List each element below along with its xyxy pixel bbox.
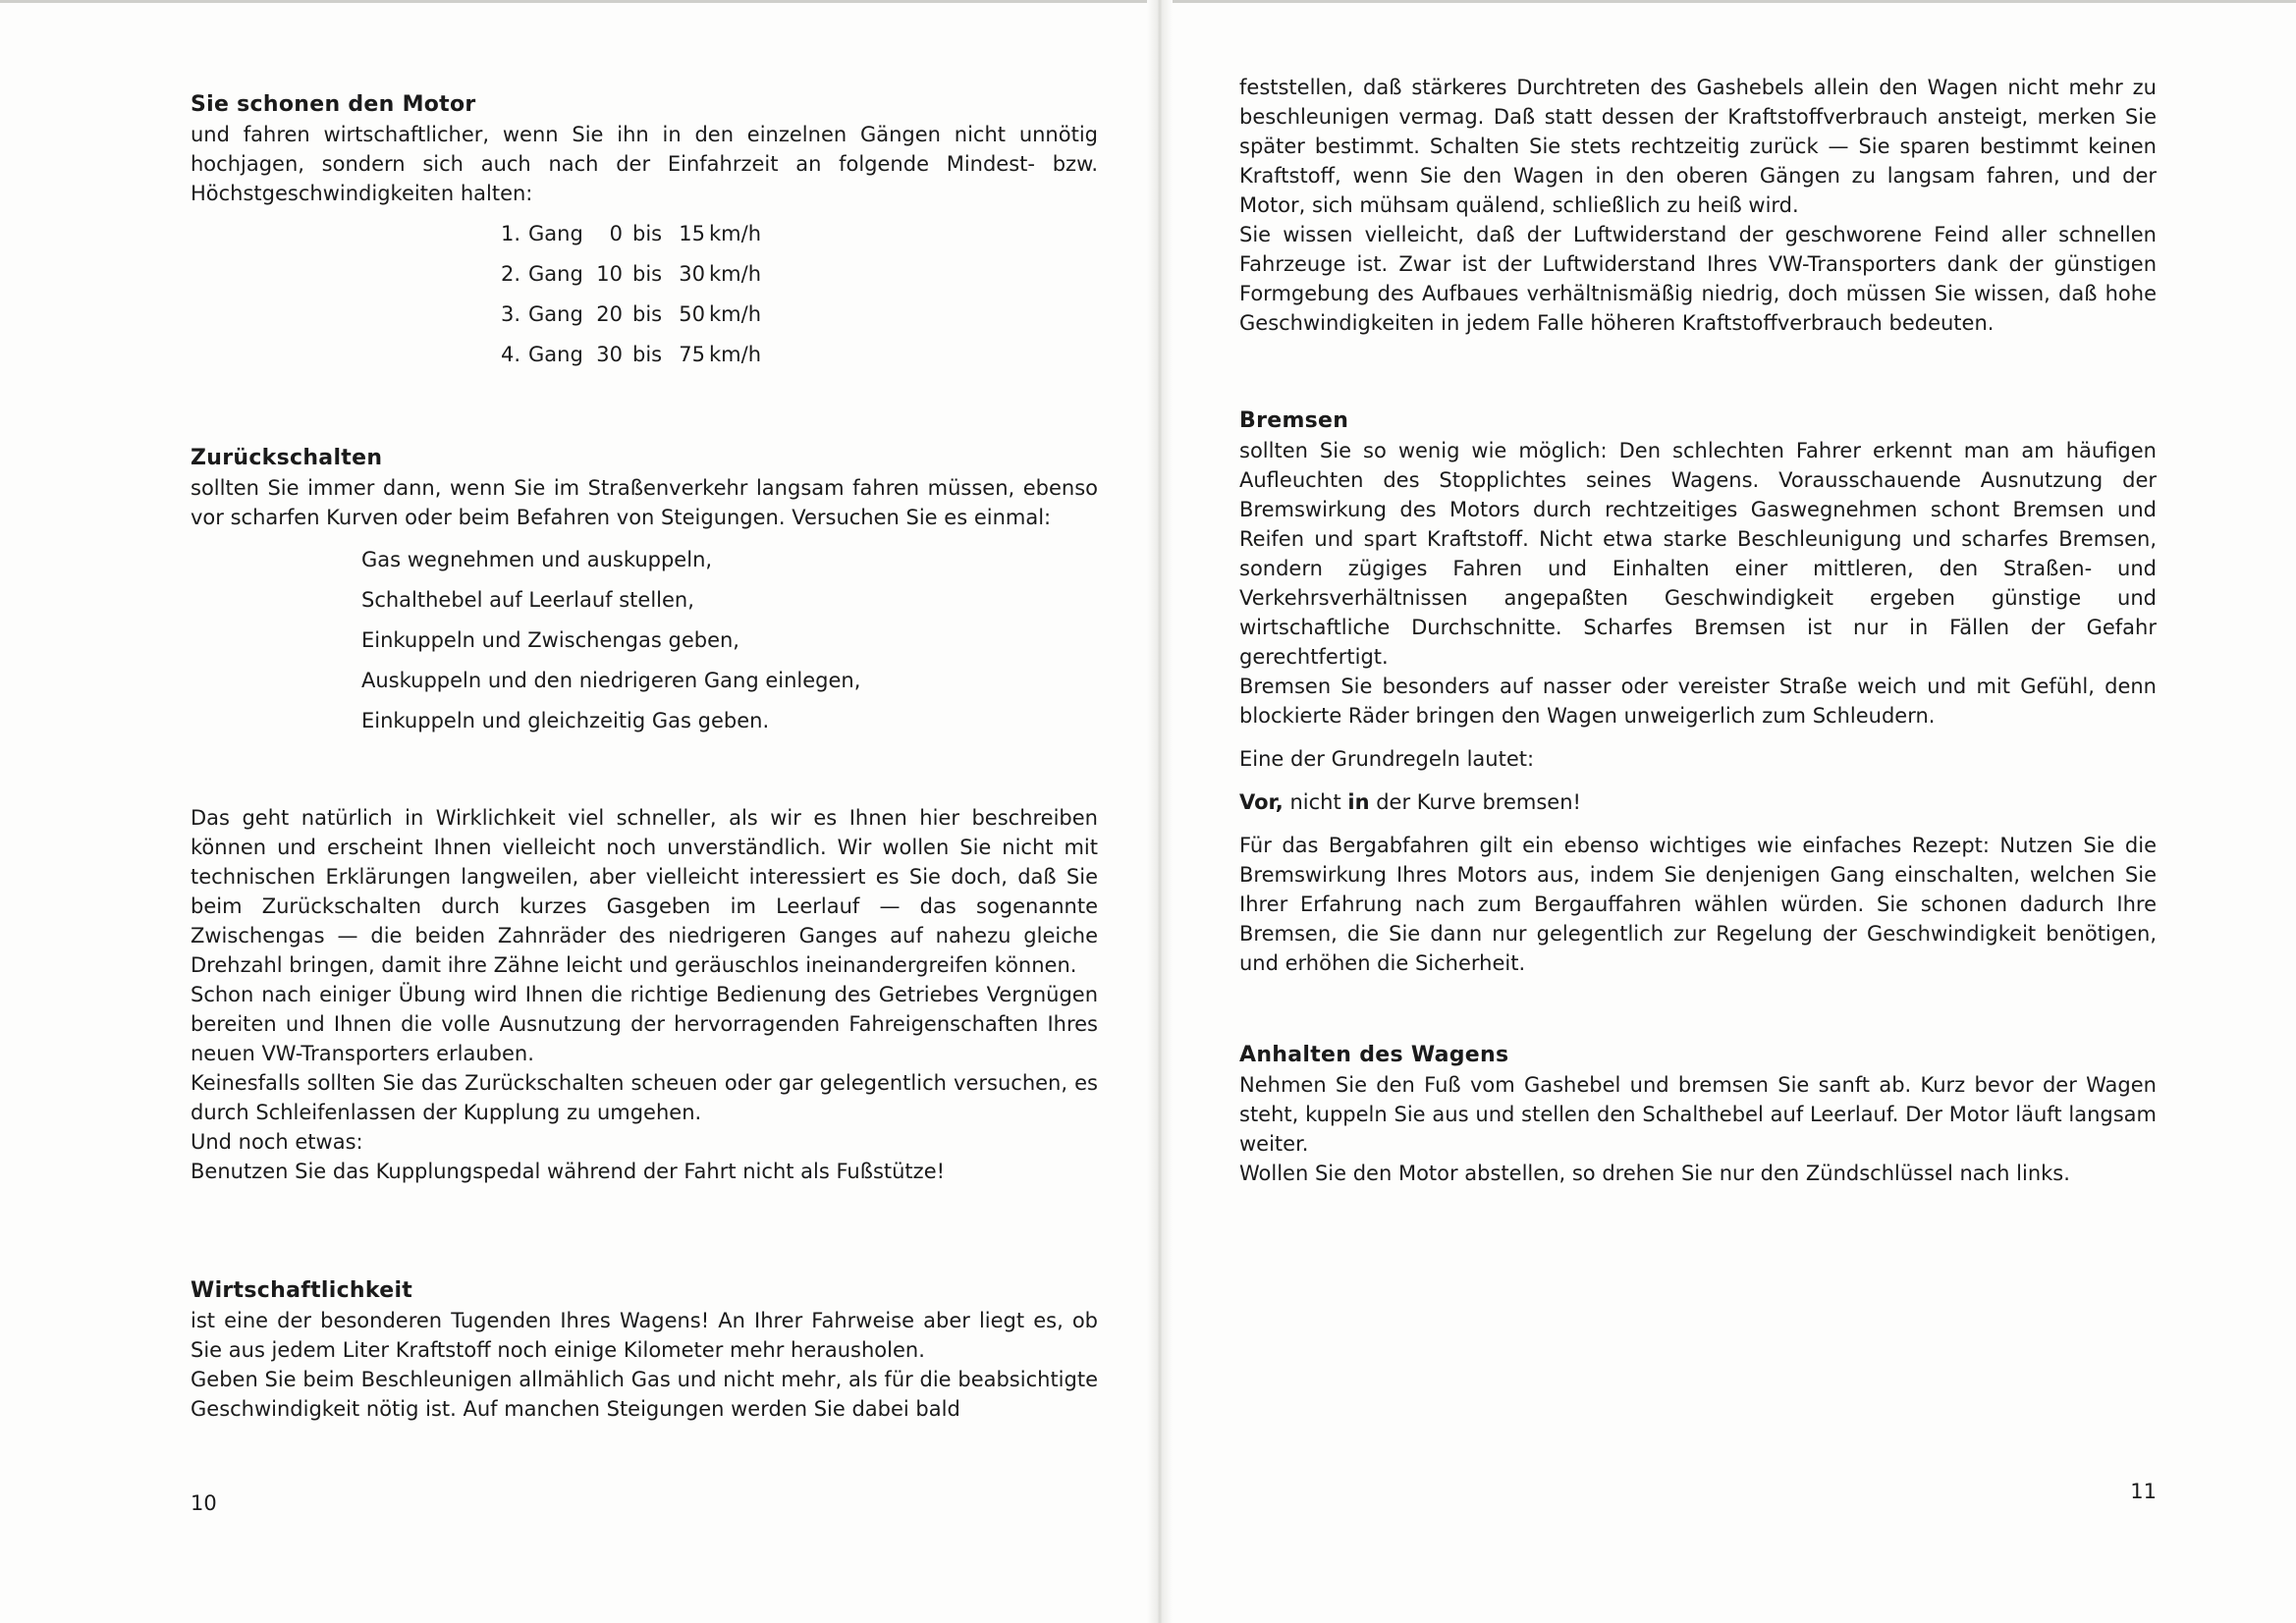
gear-row: 2. Gang 10 bis 30 km/h <box>501 262 762 286</box>
section-continued <box>1239 73 2157 338</box>
gear-speed-table <box>501 214 1098 375</box>
shift-step: Auskuppeln und den niedrigeren Gang einlegen, <box>361 669 861 692</box>
shift-step: Einkuppeln und Zwischengas geben, <box>361 628 739 652</box>
heading-motor: Sie schonen den Motor <box>191 92 476 117</box>
bremsen-paragraph: Für das Bergabfahren gilt ein ebenso wichtiges wie einfaches Rezept: Nutzen Sie die Bremswirkung Ihres Motors aus, indem Sie denjenigen Gang einschalten, welchen Sie Ihrer Erfahrung nach zum Bergauffahren wählen würden. Sie schonen dadurch Ihre Bremsen, die Sie dann nur gelegentlich zur Regelung der Geschwindigkeit benötigen, und erhöhen die Sicherheit. <box>1239 834 2157 975</box>
zurueck-paragraph: Schon nach einiger Übung wird Ihnen die richtige Bedienung des Getriebes Vergnügen bereiten und Ihnen die volle Ausnutzung der hervorragenden Fahreigenschaften Ihres neuen VW-Transporters erlauben. <box>191 983 1098 1065</box>
heading-zurueckschalten: Zurückschalten <box>191 446 383 470</box>
rule-vor: Vor, <box>1239 790 1284 814</box>
anhalten-paragraph: Nehmen Sie den Fuß vom Gashebel und bremsen Sie sanft ab. Kurz bevor der Wagen steht, kuppeln Sie aus und stellen den Schalthebel auf Leerlauf. Der Motor läuft langsam weiter. <box>1239 1073 2157 1156</box>
bremsen-paragraph: Bremsen Sie besonders auf nasser oder vereister Straße weich und mit Gefühl, denn blockierte Räder bringen den Wagen unweigerlich zum Schleudern. <box>1239 675 2157 728</box>
rule-nicht: nicht <box>1283 790 1348 814</box>
section-anhalten <box>1239 1041 2157 1188</box>
zurueck-paragraph: Keinesfalls sollten Sie das Zurückschalten scheuen oder gar gelegentlich versuchen, es durch Schleifenlassen der Kupplung zu umgehen. <box>191 1071 1098 1124</box>
gear-row: 3. Gang 20 bis 50 km/h <box>501 302 762 326</box>
shift-step: Schalthebel auf Leerlauf stellen, <box>361 588 694 612</box>
shift-step: Gas wegnehmen und auskuppeln, <box>361 548 713 571</box>
gear-row: 1. Gang 0 bis 15 km/h <box>501 222 762 245</box>
shift-steps <box>361 540 1098 741</box>
heading-wirtschaftlichkeit: Wirtschaftlichkeit <box>191 1278 413 1303</box>
section-motor <box>191 90 1098 375</box>
heading-bremsen: Bremsen <box>1239 408 1349 433</box>
heading-anhalten: Anhalten des Wagens <box>1239 1043 1509 1067</box>
page-number: 11 <box>2130 1480 2157 1503</box>
zurueck-paragraph: Das geht natürlich in Wirklichkeit viel schneller, als wir es Ihnen hier beschreiben können und erscheint Ihnen vielleicht noch unverständlich. Wir wollen Sie nicht mit technischen Erklärungen langweilen, aber vielleicht interessiert es Sie doch, daß Sie beim Zurückschalten durch kurzes Gasgeben im Leerlauf — das sogenannte Zwischengas — die beiden Zahnräder des niedrigeren Ganges auf nahezu gleiche Drehzahl bringen, damit ihre Zähne leicht und geräuschlos ineinandergreifen können. <box>191 806 1098 977</box>
section-wirtschaftlichkeit <box>191 1276 1098 1424</box>
zurueck-paragraph: Und noch etwas: <box>191 1130 363 1154</box>
cont-paragraph: Sie wissen vielleicht, daß der Luftwiderstand der geschworene Feind aller schnellen Fahrzeuge ist. Zwar ist der Luftwiderstand Ihres VW-Transporters dank der günstigen Formgebung des Aufbaues verhältnismäßig niedrig, doch müssen Sie wissen, daß hohe Geschwindigkeiten in jedem Falle höheren Kraftstoffverbrauch bedeuten. <box>1239 223 2157 335</box>
section-bremsen <box>1239 406 2157 978</box>
zurueck-intro: sollten Sie immer dann, wenn Sie im Straßenverkehr langsam fahren müssen, ebenso vor scharfen Kurven oder beim Befahren von Steigungen. Versuchen Sie es einmal: <box>191 476 1098 529</box>
gear-row: 4. Gang 30 bis 75 km/h <box>501 343 762 366</box>
cont-paragraph: feststellen, daß stärkeres Durchtreten des Gashebels allein den Wagen nicht mehr zu beschleunigen vermag. Daß statt dessen der Kraftstoffverbrauch ansteigt, merken Sie später bestimmt. Schalten Sie stets rechtzeitig zurück — Sie sparen bestimmt keinen Kraftstoff, wenn Sie den Wagen in den oberen Gängen zu langsam fahren, und der Motor, sich mühsam quälend, schließlich zu heiß wird. <box>1239 76 2157 217</box>
bremsen-rule <box>1239 787 2157 817</box>
wirtschaft-paragraph: ist eine der besonderen Tugenden Ihres Wagens! An Ihrer Fahrweise aber liegt es, ob Sie aus jedem Liter Kraftstoff noch einige Kilometer mehr herausholen. <box>191 1309 1098 1362</box>
section-zurueck-explanation <box>191 803 1098 1186</box>
bremsen-paragraph: sollten Sie so wenig wie möglich: Den schlechten Fahrer erkennt man am häufigen Aufleuchten des Stopplichtes seines Wagens. Vorausschauende Ausnutzung der Bremswirkung des Motors durch rechtzeitiges Gaswegnehmen schont Bremsen und Reifen und spart Kraftstoff. Nicht etwa starke Beschleunigung und scharfes Bremsen, sondern zügiges Fahren und Einhalten einer mittleren, den Straßen- und Verkehrsverhältnissen angepaßten Geschwindigkeit ergeben günstige und wirtschaftliche Durchschnitte. Scharfes Bremsen ist nur in Fällen der Gefahr gerechtfertigt. <box>1239 439 2157 669</box>
rule-rest: der Kurve bremsen! <box>1369 790 1581 814</box>
section-zurueckschalten <box>191 444 1098 741</box>
anhalten-paragraph: Wollen Sie den Motor abstellen, so drehen Sie nur den Zündschlüssel nach links. <box>1239 1162 2070 1185</box>
page-number: 10 <box>191 1491 217 1515</box>
motor-text: und fahren wirtschaftlicher, wenn Sie ihn in den einzelnen Gängen nicht unnötig hochjagen, sondern sich auch nach der Einfahrzeit an folgende Mindest- bzw. Höchstgeschwindigkeiten halten: <box>191 123 1098 205</box>
wirtschaft-paragraph: Geben Sie beim Beschleunigen allmählich Gas und nicht mehr, als für die beabsichtigte Geschwindigkeit nötig ist. Auf manchen Steigungen werden Sie dabei bald <box>191 1368 1098 1421</box>
rule-in: in <box>1347 790 1370 814</box>
bremsen-paragraph: Eine der Grundregeln lautet: <box>1239 747 1535 771</box>
book-gutter <box>1147 0 1173 1623</box>
zurueck-paragraph: Benutzen Sie das Kupplungspedal während der Fahrt nicht als Fußstütze! <box>191 1160 946 1183</box>
shift-step: Einkuppeln und gleichzeitig Gas geben. <box>361 709 770 732</box>
